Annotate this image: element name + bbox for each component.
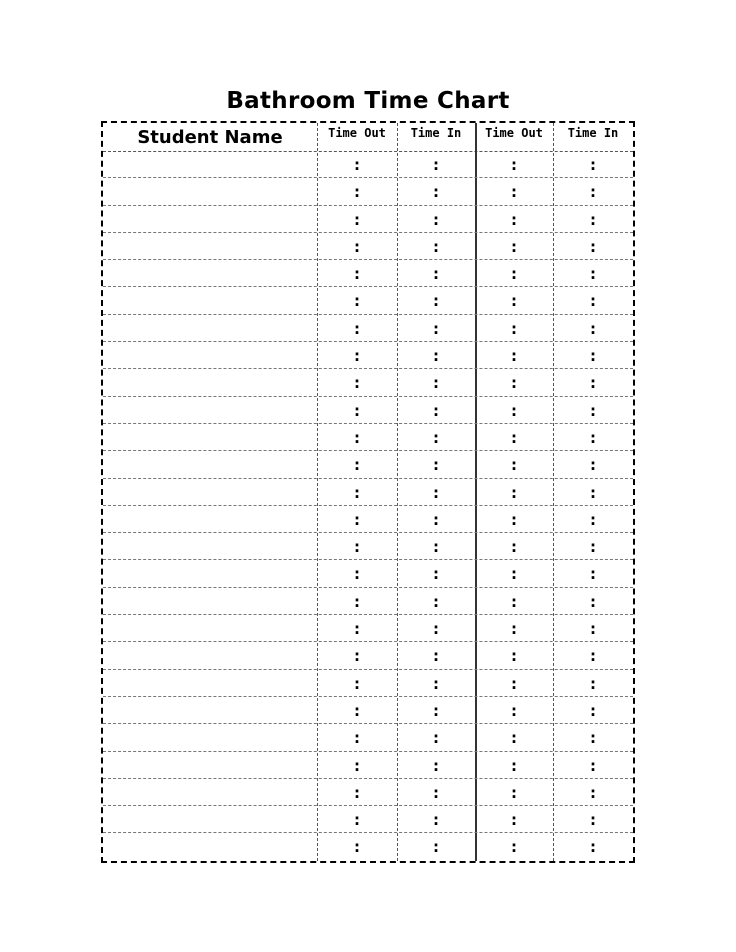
time-out-cell[interactable]: : [354, 647, 360, 666]
table-row [103, 533, 633, 560]
time-in-cell[interactable]: : [433, 428, 439, 447]
time-out-cell[interactable]: : [511, 347, 517, 366]
student-name-cell[interactable] [103, 369, 317, 396]
student-name-cell[interactable] [103, 506, 317, 533]
time-in-cell[interactable]: : [590, 729, 596, 748]
time-in-cell[interactable]: : [590, 156, 596, 174]
time-in-cell[interactable]: : [433, 647, 439, 666]
student-name-cell[interactable] [103, 315, 317, 342]
time-out-cell[interactable]: : [511, 265, 517, 284]
time-in-cell[interactable]: : [433, 510, 439, 529]
table-row [103, 206, 633, 233]
time-in-cell[interactable]: : [433, 292, 439, 311]
time-out-cell[interactable]: : [354, 456, 360, 475]
header-time-out-1: Time Out [328, 126, 386, 140]
time-in-cell[interactable]: : [433, 210, 439, 229]
time-in-cell[interactable]: : [590, 428, 596, 447]
time-out-cell[interactable]: : [354, 428, 360, 447]
time-in-cell[interactable]: : [590, 374, 596, 393]
time-out-cell[interactable]: : [511, 428, 517, 447]
table-row [103, 342, 633, 369]
table-row [103, 697, 633, 724]
header-time-in-1: Time In [410, 126, 462, 140]
time-out-cell[interactable]: : [354, 347, 360, 366]
student-name-cell[interactable] [103, 779, 317, 806]
header-time-in-2: Time In [567, 126, 619, 140]
table-row [103, 833, 633, 860]
time-out-cell[interactable]: : [354, 265, 360, 284]
student-name-cell[interactable] [103, 287, 317, 314]
table-row [103, 560, 633, 587]
time-in-cell[interactable]: : [590, 783, 596, 802]
time-in-cell[interactable]: : [433, 620, 439, 639]
time-in-cell[interactable]: : [590, 319, 596, 338]
table-row [103, 806, 633, 833]
time-in-cell[interactable]: : [590, 510, 596, 529]
student-name-cell[interactable] [103, 533, 317, 560]
time-in-cell[interactable]: : [590, 592, 596, 611]
student-name-cell[interactable] [103, 833, 317, 860]
table-row [103, 615, 633, 642]
time-out-cell[interactable]: : [354, 401, 360, 420]
student-name-cell[interactable] [103, 724, 317, 751]
time-in-cell[interactable]: : [433, 156, 439, 174]
time-in-cell[interactable]: : [433, 483, 439, 502]
time-in-cell[interactable]: : [433, 565, 439, 584]
time-in-cell[interactable]: : [590, 674, 596, 693]
table-row [103, 724, 633, 751]
time-out-cell[interactable]: : [354, 237, 360, 256]
time-out-cell[interactable]: : [354, 729, 360, 748]
time-out-cell[interactable]: : [511, 483, 517, 502]
table-row [103, 752, 633, 779]
time-out-cell[interactable]: : [511, 729, 517, 748]
time-in-cell[interactable]: : [590, 538, 596, 557]
student-name-cell[interactable] [103, 451, 317, 478]
table-row [103, 260, 633, 287]
time-in-cell[interactable]: : [590, 701, 596, 720]
table-rows [103, 151, 633, 861]
time-out-cell[interactable]: : [511, 538, 517, 557]
time-in-cell[interactable]: : [590, 265, 596, 284]
time-in-cell[interactable]: : [433, 756, 439, 775]
student-name-cell[interactable] [103, 260, 317, 287]
time-in-cell[interactable]: : [433, 319, 439, 338]
time-in-cell[interactable]: : [590, 838, 596, 857]
time-in-cell[interactable]: : [433, 401, 439, 420]
student-name-cell[interactable] [103, 560, 317, 587]
time-out-cell[interactable]: : [511, 565, 517, 584]
time-out-cell[interactable]: : [511, 674, 517, 693]
time-out-cell[interactable]: : [354, 510, 360, 529]
time-out-cell[interactable]: : [354, 156, 360, 174]
time-in-cell[interactable]: : [433, 838, 439, 857]
time-in-cell[interactable]: : [590, 237, 596, 256]
time-in-cell[interactable]: : [433, 701, 439, 720]
student-name-cell[interactable] [103, 670, 317, 697]
time-out-cell[interactable]: : [511, 210, 517, 229]
time-out-cell[interactable]: : [511, 292, 517, 311]
time-in-cell[interactable]: : [433, 347, 439, 366]
time-out-cell[interactable]: : [511, 401, 517, 420]
time-out-cell[interactable]: : [511, 237, 517, 256]
time-out-cell[interactable]: : [511, 838, 517, 857]
time-out-cell[interactable]: : [354, 674, 360, 693]
time-out-cell[interactable]: : [511, 183, 517, 202]
time-in-cell[interactable]: : [590, 620, 596, 639]
time-out-cell[interactable]: : [354, 183, 360, 202]
student-name-cell[interactable] [103, 233, 317, 260]
student-name-cell[interactable] [103, 588, 317, 615]
time-out-cell[interactable]: : [354, 374, 360, 393]
time-out-cell[interactable]: : [511, 456, 517, 475]
time-in-cell[interactable]: : [590, 811, 596, 830]
table-row [103, 670, 633, 697]
table-row [103, 397, 633, 424]
time-in-cell[interactable]: : [590, 401, 596, 420]
time-out-cell[interactable]: : [354, 756, 360, 775]
student-name-cell[interactable] [103, 178, 317, 205]
time-in-cell[interactable]: : [590, 210, 596, 229]
time-out-cell[interactable]: : [511, 592, 517, 611]
time-in-cell[interactable]: : [590, 456, 596, 475]
table-row [103, 779, 633, 806]
time-in-cell[interactable]: : [433, 538, 439, 557]
student-name-cell[interactable] [103, 206, 317, 233]
time-out-cell[interactable]: : [511, 156, 517, 174]
time-out-cell[interactable]: : [354, 592, 360, 611]
time-out-cell[interactable]: : [511, 811, 517, 830]
student-name-cell[interactable] [103, 615, 317, 642]
student-name-cell[interactable] [103, 424, 317, 451]
time-out-cell[interactable]: : [354, 538, 360, 557]
table-row [103, 315, 633, 342]
chart-title: Bathroom Time Chart [226, 88, 510, 114]
time-out-cell[interactable]: : [511, 783, 517, 802]
time-in-cell[interactable]: : [590, 647, 596, 666]
time-out-cell[interactable]: : [511, 620, 517, 639]
student-name-cell[interactable] [103, 342, 317, 369]
time-out-cell[interactable]: : [354, 701, 360, 720]
time-out-cell[interactable]: : [511, 647, 517, 666]
table-row [103, 178, 633, 205]
time-out-cell[interactable]: : [354, 565, 360, 584]
student-name-cell[interactable] [103, 806, 317, 833]
student-name-cell[interactable] [103, 697, 317, 724]
time-in-cell[interactable]: : [590, 756, 596, 775]
time-in-cell[interactable]: : [433, 237, 439, 256]
table-row [103, 287, 633, 314]
table-row [103, 369, 633, 396]
time-out-cell[interactable]: : [511, 319, 517, 338]
time-out-cell[interactable]: : [354, 319, 360, 338]
time-in-cell[interactable]: : [590, 347, 596, 366]
time-in-cell[interactable]: : [433, 674, 439, 693]
time-in-cell[interactable]: : [433, 783, 439, 802]
table-row [103, 588, 633, 615]
time-out-cell[interactable]: : [354, 620, 360, 639]
time-out-cell[interactable]: : [354, 292, 360, 311]
time-out-cell[interactable]: : [511, 374, 517, 393]
time-in-cell[interactable]: : [590, 565, 596, 584]
bathroom-time-table [101, 121, 635, 863]
time-out-cell[interactable]: : [511, 510, 517, 529]
time-out-cell[interactable]: : [354, 483, 360, 502]
table-row [103, 451, 633, 478]
time-in-cell[interactable]: : [433, 265, 439, 284]
table-row [103, 642, 633, 669]
time-in-cell[interactable]: : [433, 592, 439, 611]
student-name-cell[interactable] [103, 479, 317, 506]
time-in-cell[interactable]: : [590, 483, 596, 502]
time-in-cell[interactable]: : [590, 183, 596, 202]
table-row [103, 506, 633, 533]
student-name-cell[interactable] [103, 752, 317, 779]
time-out-cell[interactable]: : [354, 811, 360, 830]
time-in-cell[interactable]: : [590, 292, 596, 311]
time-out-cell[interactable]: : [354, 783, 360, 802]
time-in-cell[interactable]: : [433, 729, 439, 748]
time-out-cell[interactable]: : [354, 838, 360, 857]
time-in-cell[interactable]: : [433, 183, 439, 202]
table-row [103, 233, 633, 260]
time-in-cell[interactable]: : [433, 456, 439, 475]
time-out-cell[interactable]: : [354, 210, 360, 229]
header-time-out-2: Time Out [485, 126, 543, 140]
student-name-cell[interactable] [103, 642, 317, 669]
header-student-name: Student Name [137, 127, 283, 148]
time-in-cell[interactable]: : [433, 374, 439, 393]
time-out-cell[interactable]: : [511, 701, 517, 720]
table-row [103, 424, 633, 451]
table-row [103, 479, 633, 506]
time-out-cell[interactable]: : [511, 756, 517, 775]
student-name-cell[interactable] [103, 397, 317, 424]
student-name-cell[interactable] [103, 151, 317, 178]
time-in-cell[interactable]: : [433, 811, 439, 830]
table-row [103, 151, 633, 178]
